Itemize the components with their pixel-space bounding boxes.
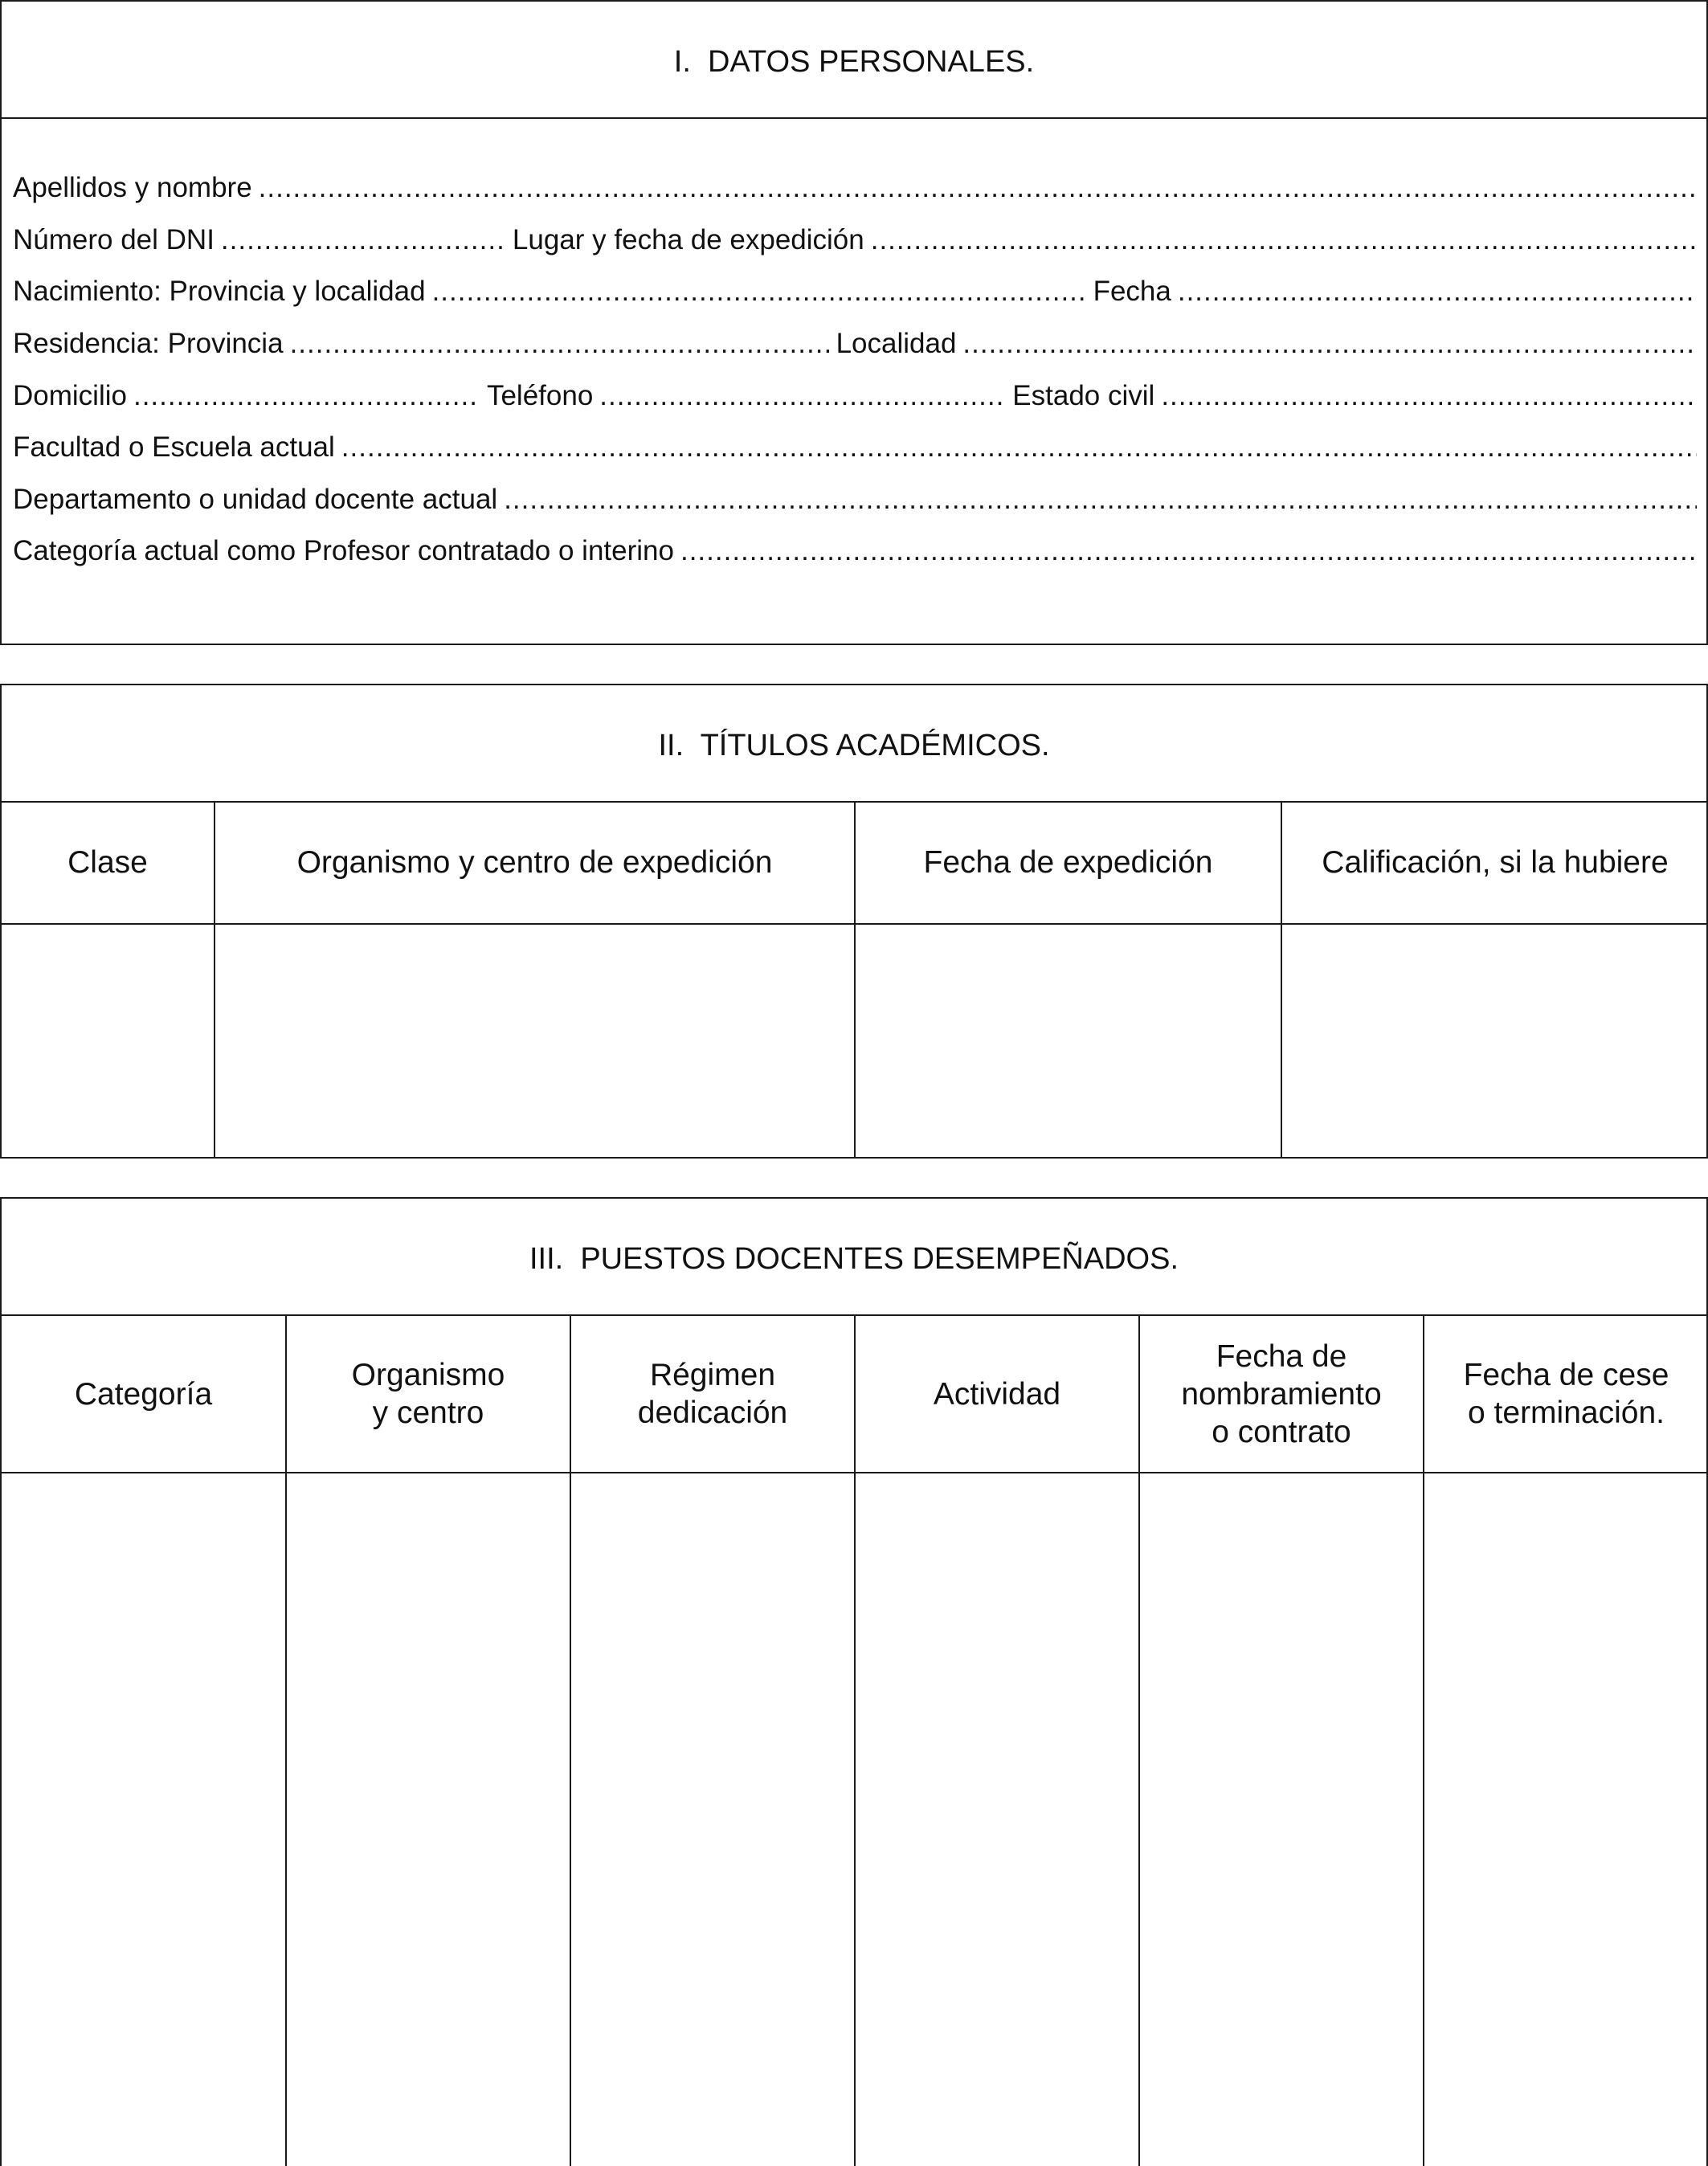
header-text: Organismo <box>351 1358 505 1392</box>
header-text: dedicación <box>637 1396 788 1430</box>
field-line-facultad <box>13 431 1697 464</box>
header-text: Régimen <box>649 1358 776 1392</box>
column-header-regimen <box>571 1316 854 1472</box>
column-header-actividad <box>856 1316 1138 1472</box>
table-cell-organismo[interactable] <box>215 925 854 1157</box>
column-header-fecha-nombramiento <box>1140 1316 1423 1472</box>
nacimiento-provincia-localidad-field[interactable] <box>432 276 1087 308</box>
lugar-fecha-expedicion-field[interactable] <box>871 224 1697 256</box>
table-cell-organismo-centro[interactable] <box>287 1473 570 2166</box>
divider <box>2 117 1706 119</box>
puestos-docentes-section <box>0 1197 1708 2166</box>
section-title-titulos-academicos: II. TÍTULOS ACADÉMICOS. <box>658 729 1050 762</box>
table-cell-categoria[interactable] <box>2 1473 285 2166</box>
apellidos-nombre-field[interactable] <box>259 172 1697 204</box>
table-cell-clase[interactable] <box>2 925 214 1157</box>
table-cell-actividad[interactable] <box>856 1473 1138 2166</box>
table-cell-calificacion[interactable] <box>1282 925 1708 1157</box>
field-line-nacimiento <box>13 276 1697 308</box>
field-label: Localidad <box>836 328 957 359</box>
nacimiento-fecha-field[interactable] <box>1178 276 1697 308</box>
departamento-field[interactable] <box>504 484 1697 516</box>
field-label: Estado civil <box>1012 380 1155 411</box>
column-header-organismo-centro <box>287 1316 570 1472</box>
facultad-escuela-field[interactable] <box>341 431 1697 464</box>
residencia-localidad-field[interactable] <box>962 328 1697 360</box>
field-label: Departamento o unidad docente actual <box>13 484 498 515</box>
header-text: y centro <box>372 1396 484 1430</box>
column-header-fecha-cese <box>1424 1316 1708 1472</box>
titulos-academicos-section <box>0 684 1708 1159</box>
field-label: Número del DNI <box>13 224 215 255</box>
header-text: Fecha de cese <box>1463 1358 1669 1392</box>
field-label: Domicilio <box>13 380 127 411</box>
column-header-organismo: Organismo y centro de expedición <box>296 844 773 880</box>
header-text: o terminación. <box>1468 1396 1665 1430</box>
telefono-field[interactable] <box>599 380 1006 412</box>
categoria-actual-field[interactable] <box>680 535 1697 567</box>
table-cell-fecha-expedicion[interactable] <box>856 925 1281 1157</box>
estado-civil-field[interactable] <box>1161 380 1697 412</box>
field-label: Nacimiento: Provincia y localidad <box>13 276 426 307</box>
header-text: Categoría <box>74 1376 213 1412</box>
column-header-clase: Clase <box>67 844 148 880</box>
section-title-datos-personales: I. DATOS PERSONALES. <box>673 45 1035 79</box>
domicilio-field[interactable] <box>133 380 480 412</box>
datos-personales-section <box>0 0 1708 645</box>
residencia-provincia-field[interactable] <box>290 328 830 360</box>
table-cell-fecha-nombramiento[interactable] <box>1140 1473 1423 2166</box>
field-label: Apellidos y nombre <box>13 172 252 203</box>
column-header-categoria <box>2 1316 285 1472</box>
field-line-dni <box>13 224 1697 256</box>
field-line-residencia <box>13 328 1697 360</box>
field-label: Residencia: Provincia <box>13 328 284 359</box>
table-cell-fecha-cese[interactable] <box>1424 1473 1708 2166</box>
field-label: Lugar y fecha de expedición <box>512 224 864 255</box>
field-line-categoria <box>13 535 1697 567</box>
header-text: o contrato <box>1212 1414 1351 1449</box>
section-title-puestos-docentes: III. PUESTOS DOCENTES DESEMPEÑADOS. <box>529 1242 1179 1276</box>
header-text: Fecha de <box>1216 1338 1347 1374</box>
dni-field[interactable] <box>221 224 506 256</box>
header-text: Actividad <box>933 1376 1061 1412</box>
table-cell-regimen[interactable] <box>571 1473 854 2166</box>
field-line-domicilio <box>13 380 1697 412</box>
field-line-apellidos <box>13 172 1697 204</box>
field-line-departamento <box>13 484 1697 516</box>
header-text: nombramiento <box>1181 1376 1382 1412</box>
column-header-fecha-expedicion: Fecha de expedición <box>923 844 1213 880</box>
column-header-calificacion: Calificación, si la hubiere <box>1322 844 1669 880</box>
field-label: Categoría actual como Profesor contratado o interino <box>13 535 674 566</box>
field-label: Fecha <box>1093 276 1171 307</box>
field-label: Facultad o Escuela actual <box>13 431 335 463</box>
field-label: Teléfono <box>486 380 594 411</box>
